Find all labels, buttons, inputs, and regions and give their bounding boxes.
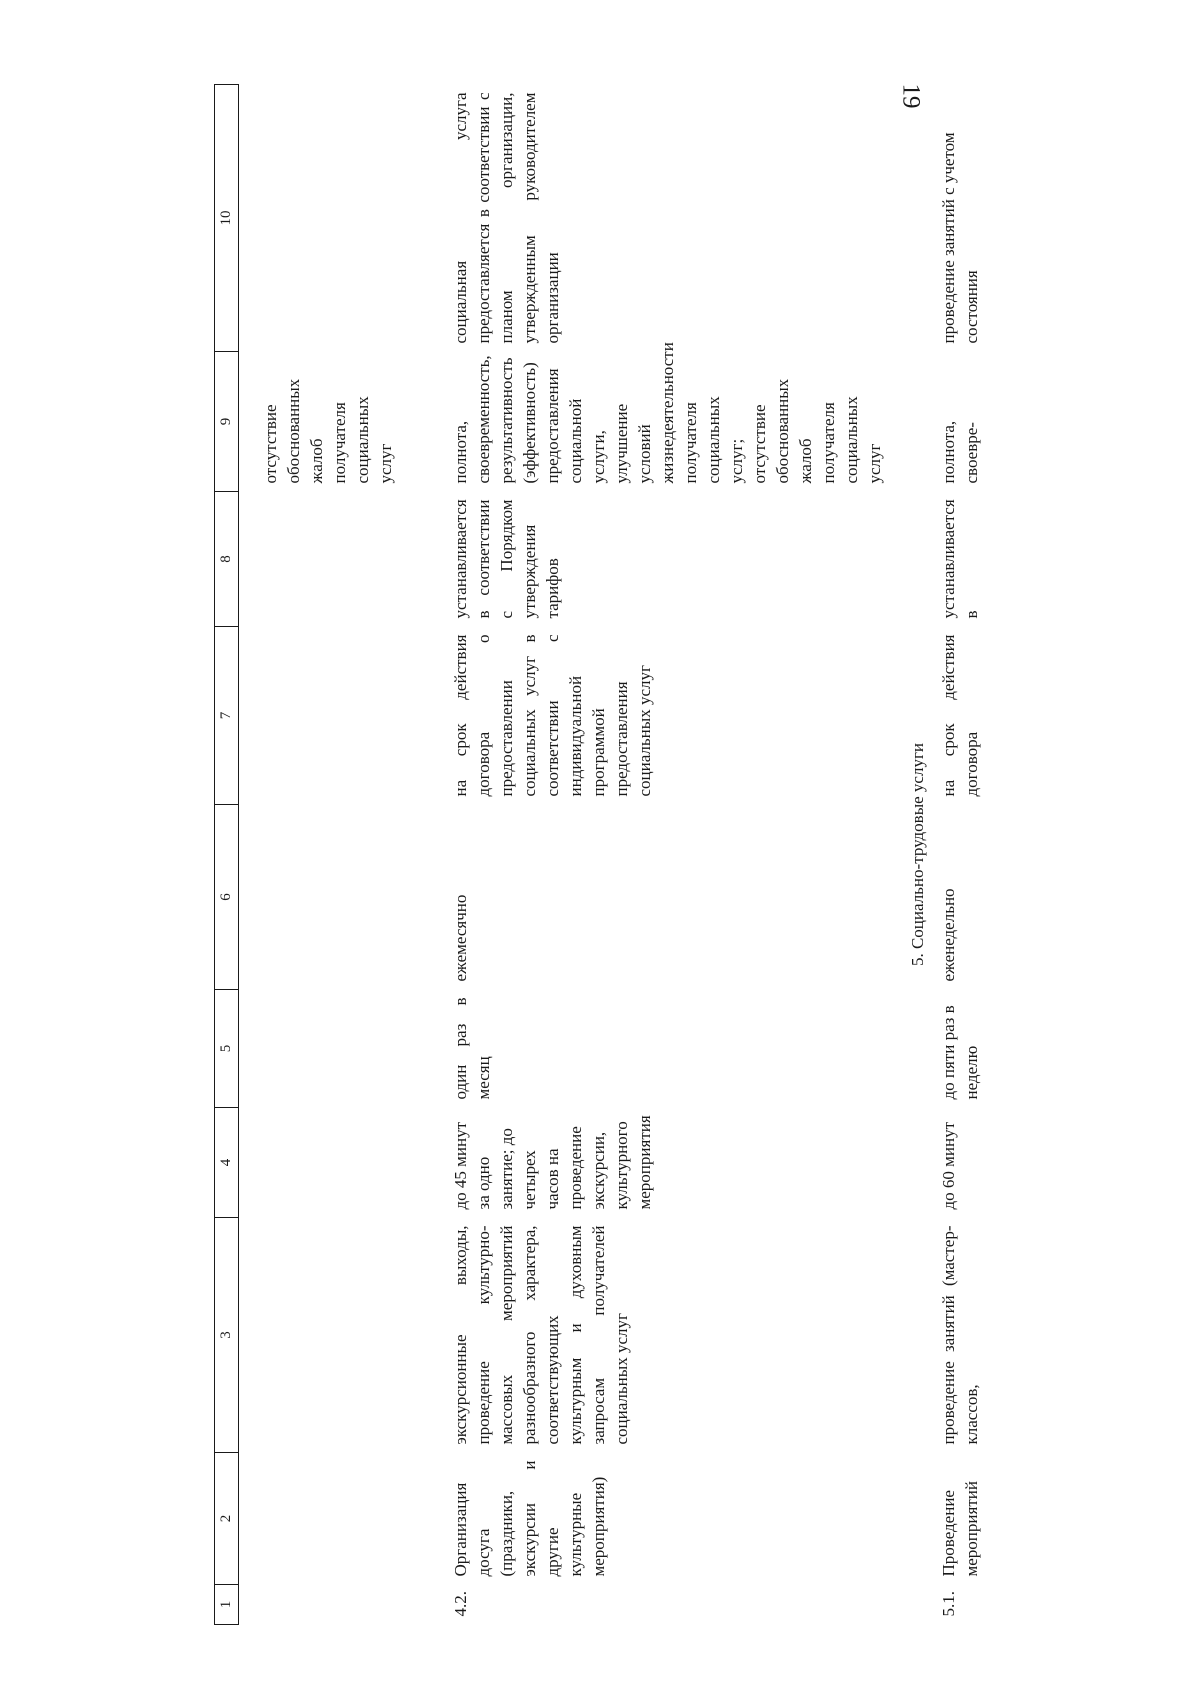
table-row-4-2	[397, 85, 886, 1625]
cell-service-name: Организация досуга (праздники, экскурсии и другие культурные мероприятия)	[451, 1460, 608, 1577]
cell-periodicity	[239, 805, 398, 990]
cell-duration: до 45 минут за одно занятие; до четырех часов на проведение экскурсии, культурного мероприятия	[451, 1115, 654, 1210]
cell-periodicity: ежемесячно	[451, 894, 470, 982]
cell-frequency: один раз в месяц	[451, 997, 493, 1100]
cell-tariff: устанавливается в	[939, 499, 981, 619]
cell-quality-indicators: отсутствие обоснованных жалоб получателя социальных услуг	[261, 378, 395, 484]
cell-conditions: социальная услуга предоставляется в соответствии с планом организации, утвержденным руководителем организации	[451, 92, 562, 344]
cell-term: на срок действия договора о предоставлении социальных услуг в соответствии с индивидуальной программой предоставления социальных услуг	[451, 634, 654, 797]
col-header-6: 6	[215, 805, 239, 990]
col-header-2: 2	[215, 1453, 239, 1585]
rotated-table-container	[214, 85, 1004, 1625]
table-header	[215, 85, 239, 1625]
col-header-4: 4	[215, 1108, 239, 1218]
cell-tariff: устанавливается в соответствии с Порядком утверждения тарифов	[451, 499, 562, 619]
col-header-9: 9	[215, 352, 239, 492]
col-header-10: 10	[215, 85, 239, 352]
cell-conditions	[239, 85, 398, 352]
cell-tariff	[239, 492, 398, 627]
col-header-8: 8	[215, 492, 239, 627]
cell-description: экскурсионные выходы, проведение культурно-массовых мероприятий разнообразного характера, соответствующих культурным и духовным запросам получателей социальных услуг	[451, 1225, 631, 1445]
cell-number: 4.2.	[451, 1591, 470, 1617]
section-row	[886, 85, 929, 1625]
cell-number	[239, 1585, 398, 1625]
cell-service-name	[239, 1453, 398, 1585]
cell-quality-indicators: полнота, своевре-	[939, 420, 981, 484]
cell-conditions: проведение занятий с учетом состояния	[939, 132, 981, 344]
col-header-3: 3	[215, 1218, 239, 1453]
cell-frequency: до пяти раз в неделю	[939, 1005, 981, 1100]
services-table	[214, 84, 983, 1625]
col-header-1: 1	[215, 1585, 239, 1625]
cell-term	[239, 627, 398, 805]
table-row-continued	[239, 85, 398, 1625]
table-row-5-1	[929, 85, 983, 1625]
col-header-5: 5	[215, 990, 239, 1108]
cell-service-name: Проведение мероприятий	[939, 1481, 981, 1577]
cell-quality-indicators: полнота, своевременность, результативность (эффективность) предоставления социальной услуги, улучшение условий жизнедеятельности получателя социальных услуг; отсутствие обоснованных жалоб получателя социальных услуг	[451, 342, 884, 484]
cell-term: на срок действия договора	[939, 634, 981, 797]
cell-description	[239, 1218, 398, 1453]
cell-duration: до 60 минут	[939, 1121, 958, 1210]
cell-frequency	[239, 990, 398, 1108]
col-header-7: 7	[215, 627, 239, 805]
cell-periodicity: еженедельно	[939, 888, 958, 982]
page-number: 19	[897, 83, 925, 109]
cell-number: 5.1.	[939, 1591, 958, 1617]
section-title: 5. Социально-трудовые услуги	[908, 742, 927, 967]
cell-description: проведение занятий (мастер-классов,	[939, 1225, 981, 1445]
cell-duration	[239, 1108, 398, 1218]
